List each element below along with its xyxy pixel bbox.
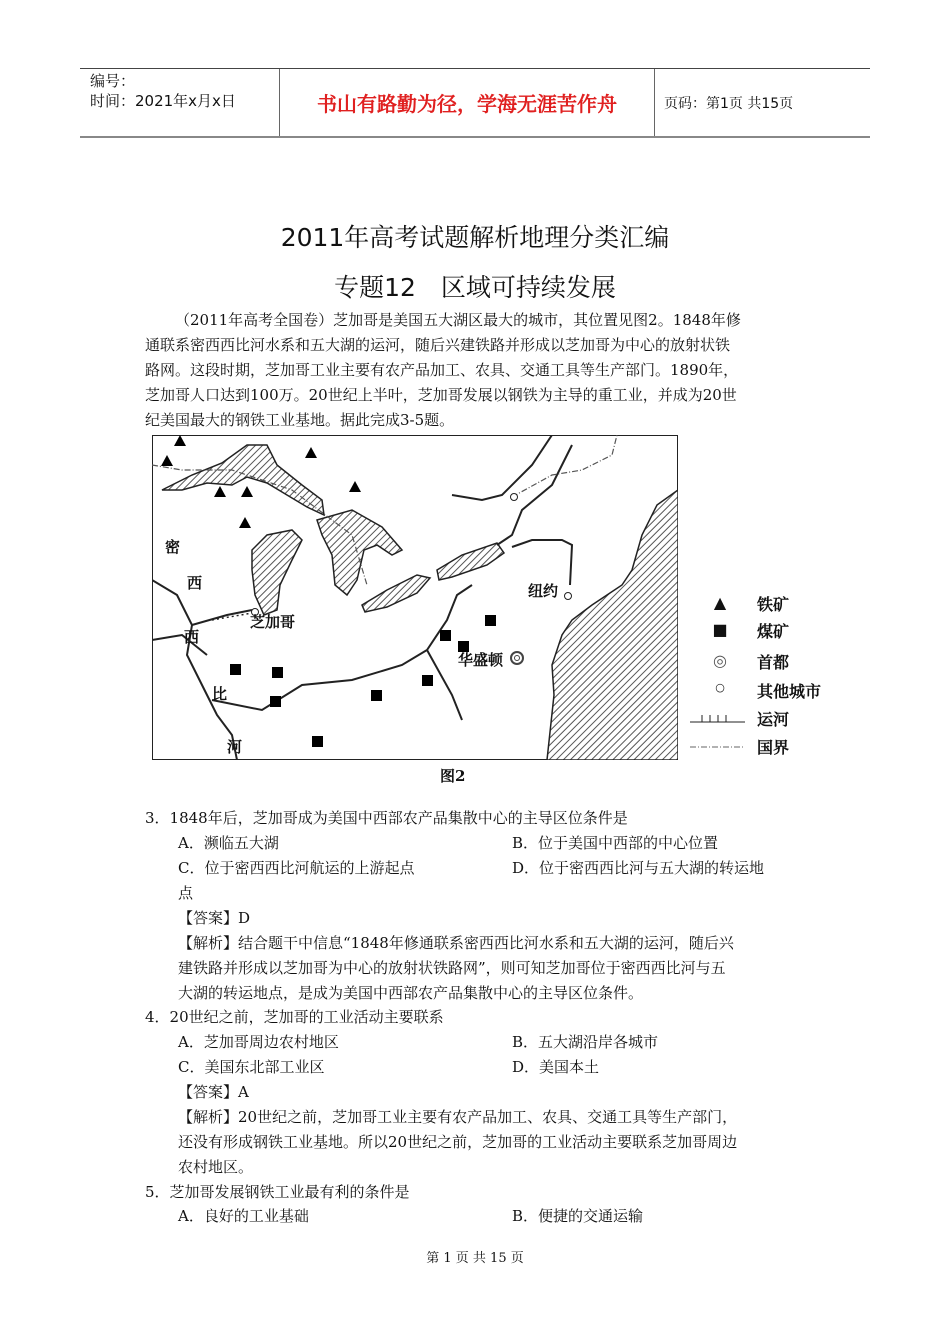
coal-mine-marker bbox=[422, 675, 433, 686]
legend-label: 运河 bbox=[757, 710, 790, 729]
page-header bbox=[80, 68, 870, 138]
intro-line: 通联系密西西比河水系和五大湖的运河，随后兴建铁路并形成以芝加哥为中心的放射状铁 bbox=[145, 336, 731, 354]
page-footer: 第 1 页 共 15 页 bbox=[426, 1251, 524, 1266]
washington-marker bbox=[511, 652, 523, 664]
option-c-continued: 点 bbox=[178, 884, 194, 902]
answer: 【答案】A bbox=[178, 1083, 249, 1101]
analysis-line: 大湖的转运地点，是成为美国中西部农产品集散中心的主导区位条件。 bbox=[178, 984, 644, 1002]
answer: 【答案】D bbox=[178, 909, 251, 927]
dash-dot-line-icon bbox=[690, 744, 745, 750]
circle-icon: ○ bbox=[715, 681, 725, 694]
intro-line: （2011年高考全国卷）芝加哥是美国五大湖区最大的城市，其位置见图2。1848年修 bbox=[175, 311, 741, 329]
label-mi: 密 bbox=[165, 538, 181, 556]
option-d: D．位于密西西比河与五大湖的转运地 bbox=[512, 859, 765, 877]
option-a: A．濒临五大湖 bbox=[178, 834, 279, 852]
intro-line: 路网。这段时期，芝加哥工业主要有农产品加工、农具、交通工具等生产部门。1890年， bbox=[145, 361, 739, 379]
question-stem: 5．芝加哥发展钢铁工业最有利的条件是 bbox=[145, 1183, 410, 1201]
coal-mine-marker bbox=[230, 664, 241, 675]
intro-line: 芝加哥人口达到100万。20世纪上半叶，芝加哥发展以钢铁为主导的重工业，并成为20世 bbox=[145, 386, 737, 404]
analysis-line: 【解析】20世纪之前，芝加哥工业主要有农产品加工、农具、交通工具等生产部门， bbox=[178, 1108, 738, 1126]
option-b: B．五大湖沿岸各城市 bbox=[512, 1033, 659, 1051]
page-title: 2011年高考试题解析地理分类汇编 bbox=[280, 223, 670, 252]
option-c: C．美国东北部工业区 bbox=[178, 1058, 325, 1076]
option-a: A．良好的工业基础 bbox=[178, 1207, 309, 1225]
square-icon: ■ bbox=[712, 620, 728, 639]
legend-label: 国界 bbox=[757, 738, 790, 757]
map-svg bbox=[152, 435, 678, 760]
option-d: D．美国本土 bbox=[512, 1058, 600, 1076]
label-he: 河 bbox=[227, 738, 243, 756]
header-page-info: 页码：第1页 共15页 bbox=[664, 96, 794, 112]
map-figure bbox=[152, 435, 678, 760]
intro-line: 纪美国最大的钢铁工业基地。据此完成3-5题。 bbox=[145, 411, 455, 429]
coal-mine-marker bbox=[440, 630, 451, 641]
coal-mine-marker bbox=[371, 690, 382, 701]
label-newyork: 纽约 bbox=[528, 582, 559, 600]
label-xi: 西 bbox=[184, 628, 200, 646]
label-washington: 华盛顿 bbox=[458, 651, 504, 669]
coal-mine-marker bbox=[485, 615, 496, 626]
label-chicago: 芝加哥 bbox=[250, 613, 296, 631]
question-stem: 3．1848年后，芝加哥成为美国中西部农产品集散中心的主导区位条件是 bbox=[145, 809, 628, 827]
header-meta bbox=[80, 69, 280, 136]
triangle-icon: ▲ bbox=[713, 593, 727, 612]
analysis-line: 还没有形成钢铁工业基地。所以20世纪之前，芝加哥的工业活动主要联系芝加哥周边 bbox=[178, 1133, 738, 1151]
analysis-line: 农村地区。 bbox=[178, 1158, 254, 1176]
coal-mine-marker bbox=[272, 667, 283, 678]
analysis-line: 【解析】结合题干中信息“1848年修通联系密西西比河水系和五大湖的运河，随后兴 bbox=[178, 934, 734, 952]
option-c: C．位于密西西比河航运的上游起点 bbox=[178, 859, 415, 877]
canal-line-icon bbox=[690, 712, 745, 724]
time-label: 时间：2021年x月x日 bbox=[90, 92, 236, 110]
question-stem: 4．20世纪之前，芝加哥的工业活动主要联系 bbox=[145, 1008, 444, 1026]
newyork-marker bbox=[565, 593, 572, 600]
map-caption: 图2 bbox=[440, 767, 466, 785]
coal-mine-marker bbox=[312, 736, 323, 747]
header-motto: 书山有路勤为径，学海无涯苦作舟 bbox=[280, 69, 655, 136]
label-xi: 西 bbox=[187, 574, 203, 592]
analysis-line: 建铁路并形成以芝加哥为中心的放射状铁路网”，则可知芝加哥位于密西西比河与五 bbox=[178, 959, 726, 977]
option-b: B．便捷的交通运输 bbox=[512, 1207, 644, 1225]
double-circle-icon: ◎ bbox=[713, 651, 727, 670]
page-subtitle: 专题12 区域可持续发展 bbox=[334, 273, 616, 302]
other-city-marker bbox=[511, 494, 518, 501]
option-a: A．芝加哥周边农村地区 bbox=[178, 1033, 339, 1051]
legend-label: 煤矿 bbox=[757, 622, 790, 641]
coal-mine-marker bbox=[270, 696, 281, 707]
option-b: B．位于美国中西部的中心位置 bbox=[512, 834, 719, 852]
label-bi: 比 bbox=[212, 685, 228, 703]
legend-label: 铁矿 bbox=[757, 595, 790, 614]
number-label: 编号： bbox=[90, 72, 136, 90]
legend-label: 首都 bbox=[757, 653, 790, 672]
legend-label: 其他城市 bbox=[757, 682, 822, 701]
